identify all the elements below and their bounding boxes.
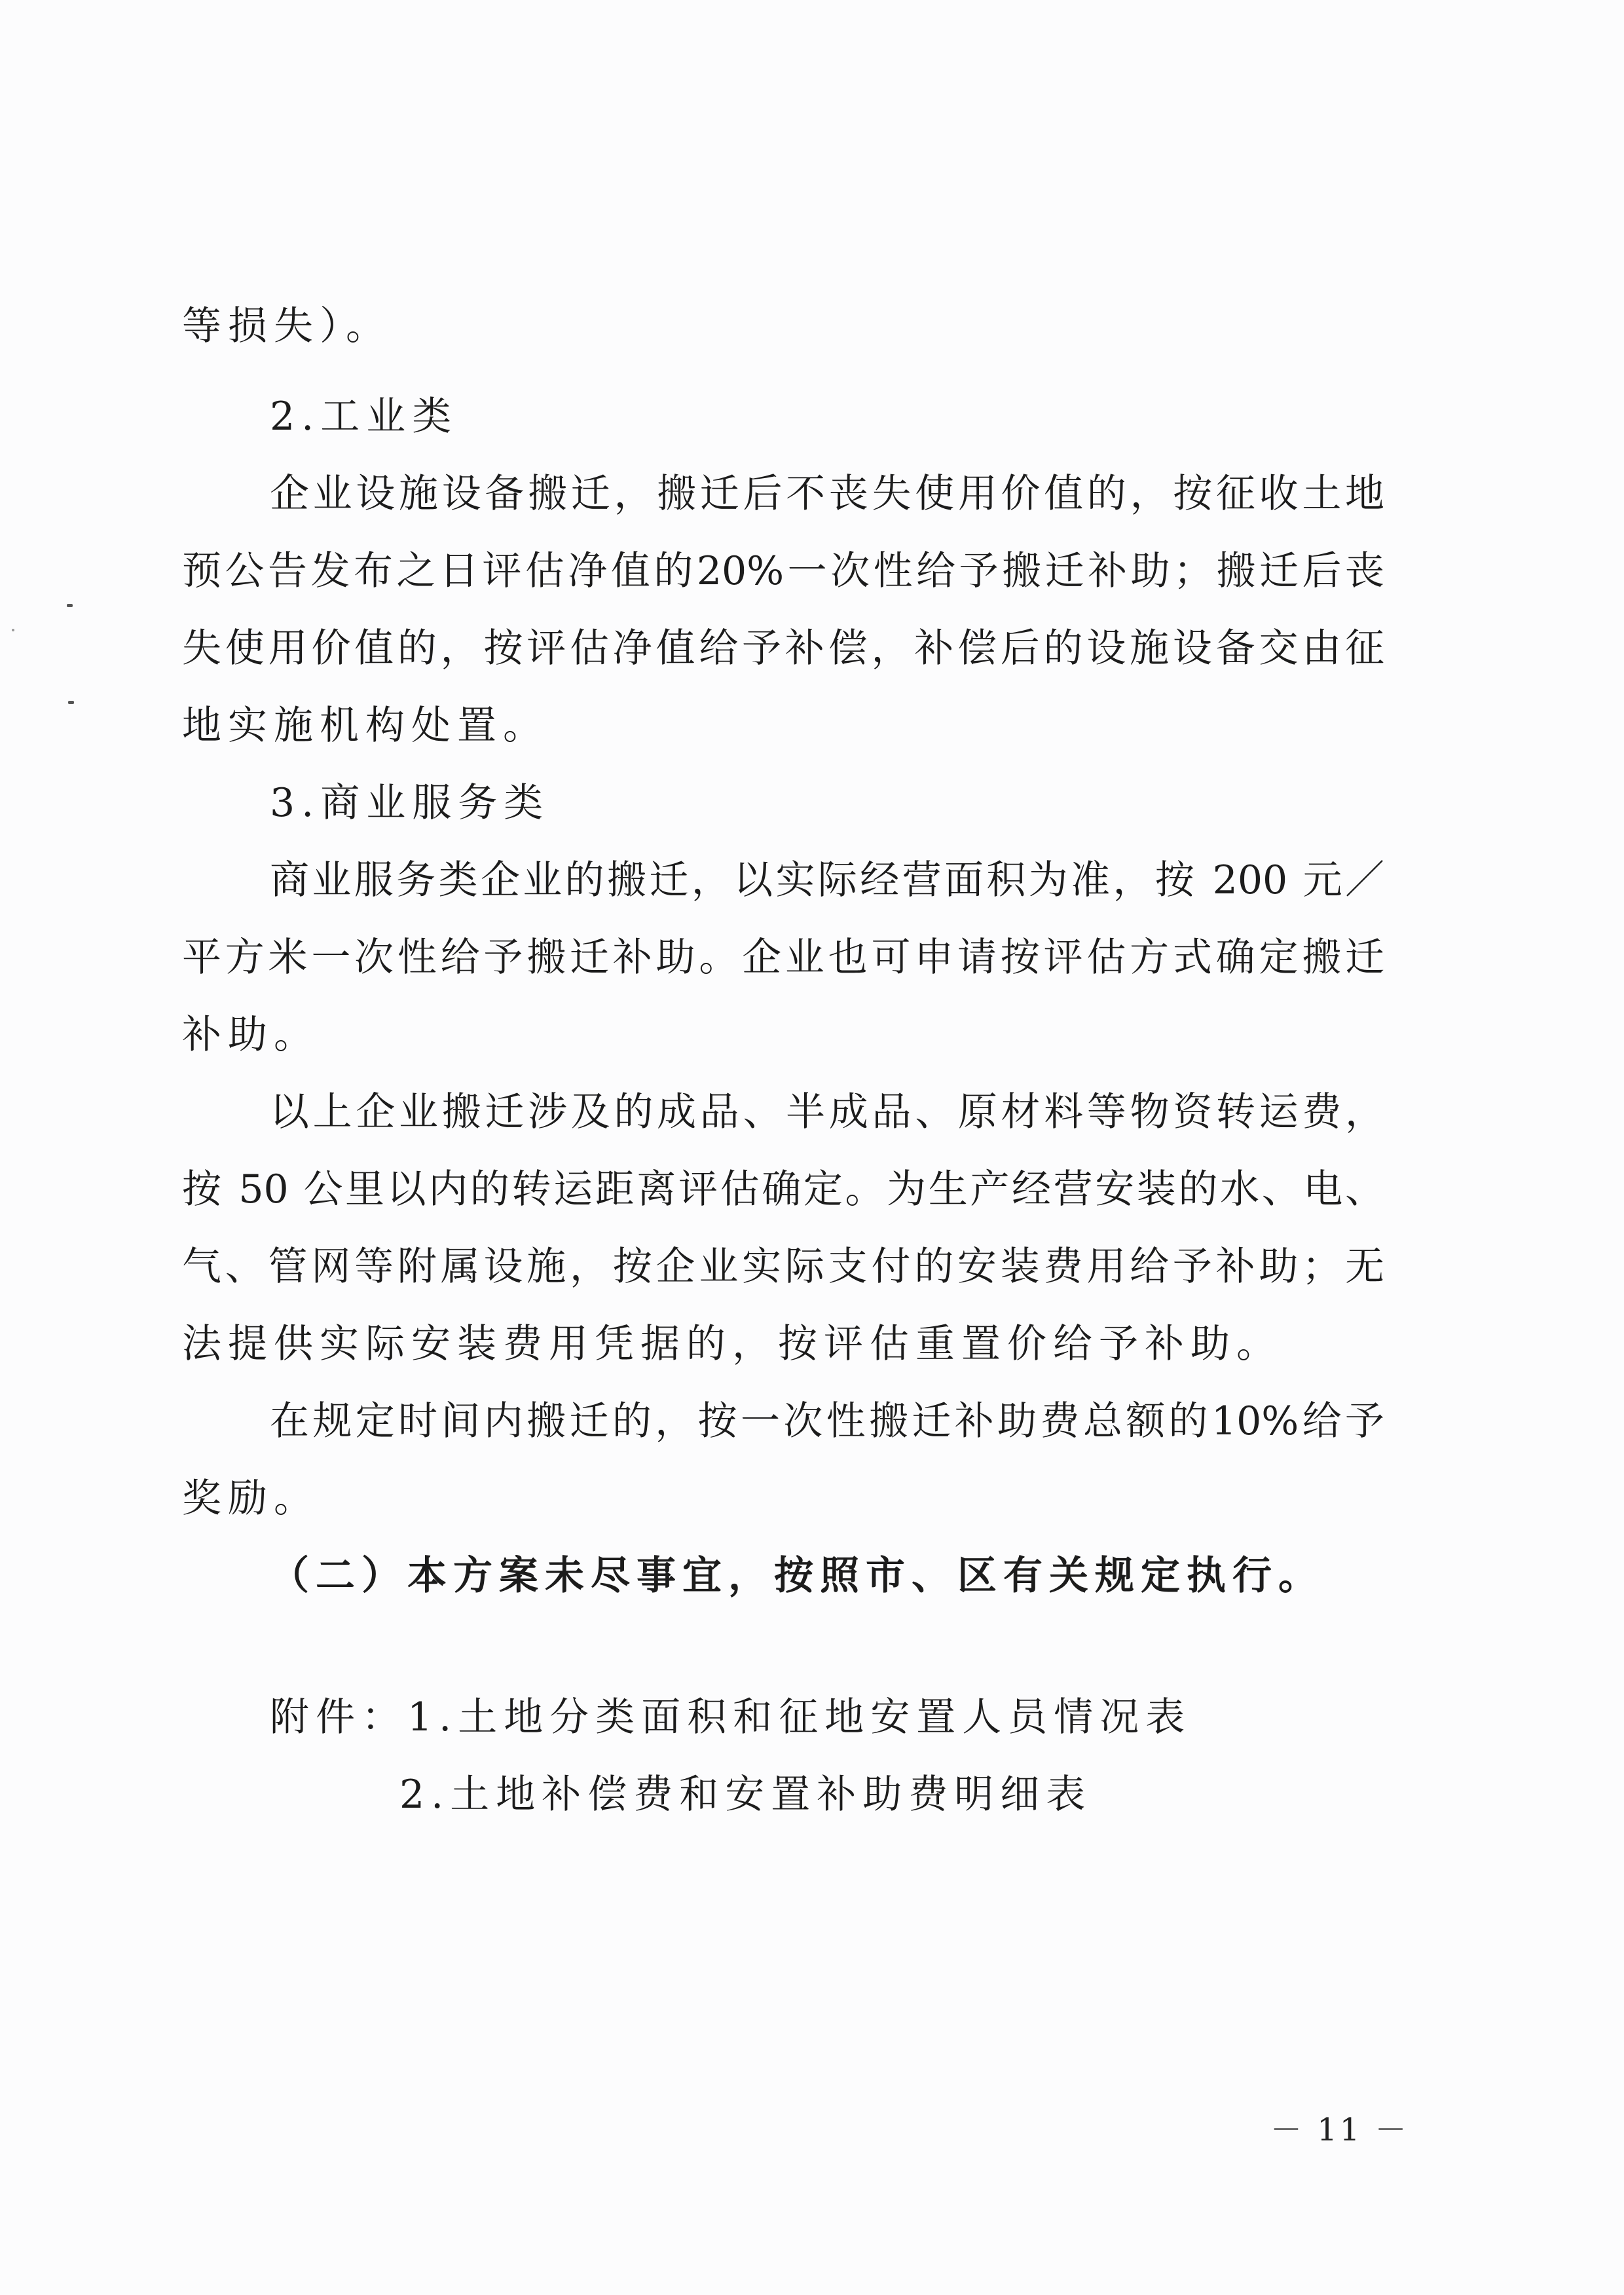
section-heading-commercial: 3.商业服务类 — [270, 780, 550, 826]
paragraph-line: 平方米一次性给予搬迁补助。企业也可申请按评估方式确定搬迁 — [182, 935, 1384, 980]
scan-speck — [12, 629, 14, 631]
page-number: － 11 － — [1270, 2112, 1409, 2148]
paragraph-line: 补助。 — [182, 1012, 320, 1058]
attachments-block — [270, 1691, 1191, 1744]
attachments-label: 附件： — [270, 1694, 407, 1740]
paragraph-line: 按 50 公里以内的转运距离评估确定。为生产经营安装的水、电、 — [182, 1166, 1384, 1212]
section-heading-misc: （二）本方案未尽事宜，按照市、区有关规定执行。 — [270, 1553, 1324, 1599]
attachment-item: 2.土地补偿费和安置补助费明细表 — [399, 1772, 1092, 1818]
paragraph-line: 预公告发布之日评估净值的20%一次性给予搬迁补助；搬迁后丧 — [182, 548, 1384, 594]
paragraph-line: 地实施机构处置。 — [182, 703, 549, 749]
attachment-item: 1.土地分类面积和征地安置人员情况表 — [407, 1694, 1192, 1740]
paragraph-line: 以上企业搬迁涉及的成品、半成品、原材料等物资转运费， — [270, 1089, 1384, 1135]
paragraph-line: 失使用价值的，按评估净值给予补偿，补偿后的设施设备交由征 — [182, 625, 1384, 671]
paragraph-line: 法提供实际安装费用凭据的，按评估重置价给予补助。 — [182, 1321, 1282, 1367]
paragraph-line: 气、管网等附属设施，按企业实际支付的安装费用给予补助；无 — [182, 1244, 1384, 1290]
scan-speck — [68, 701, 74, 704]
paragraph-line: 商业服务类企业的搬迁，以实际经营面积为准，按 200 元／ — [270, 857, 1384, 903]
paragraph-line: 等损失）。 — [182, 303, 392, 349]
scan-speck — [67, 604, 73, 607]
paragraph-line: 奖励。 — [182, 1476, 320, 1521]
paragraph-line: 企业设施设备搬迁，搬迁后不丧失使用价值的，按征收土地 — [270, 471, 1384, 517]
section-heading-industrial: 2.工业类 — [270, 394, 458, 439]
paragraph-line: 在规定时间内搬迁的，按一次性搬迁补助费总额的10%给予 — [270, 1398, 1384, 1444]
